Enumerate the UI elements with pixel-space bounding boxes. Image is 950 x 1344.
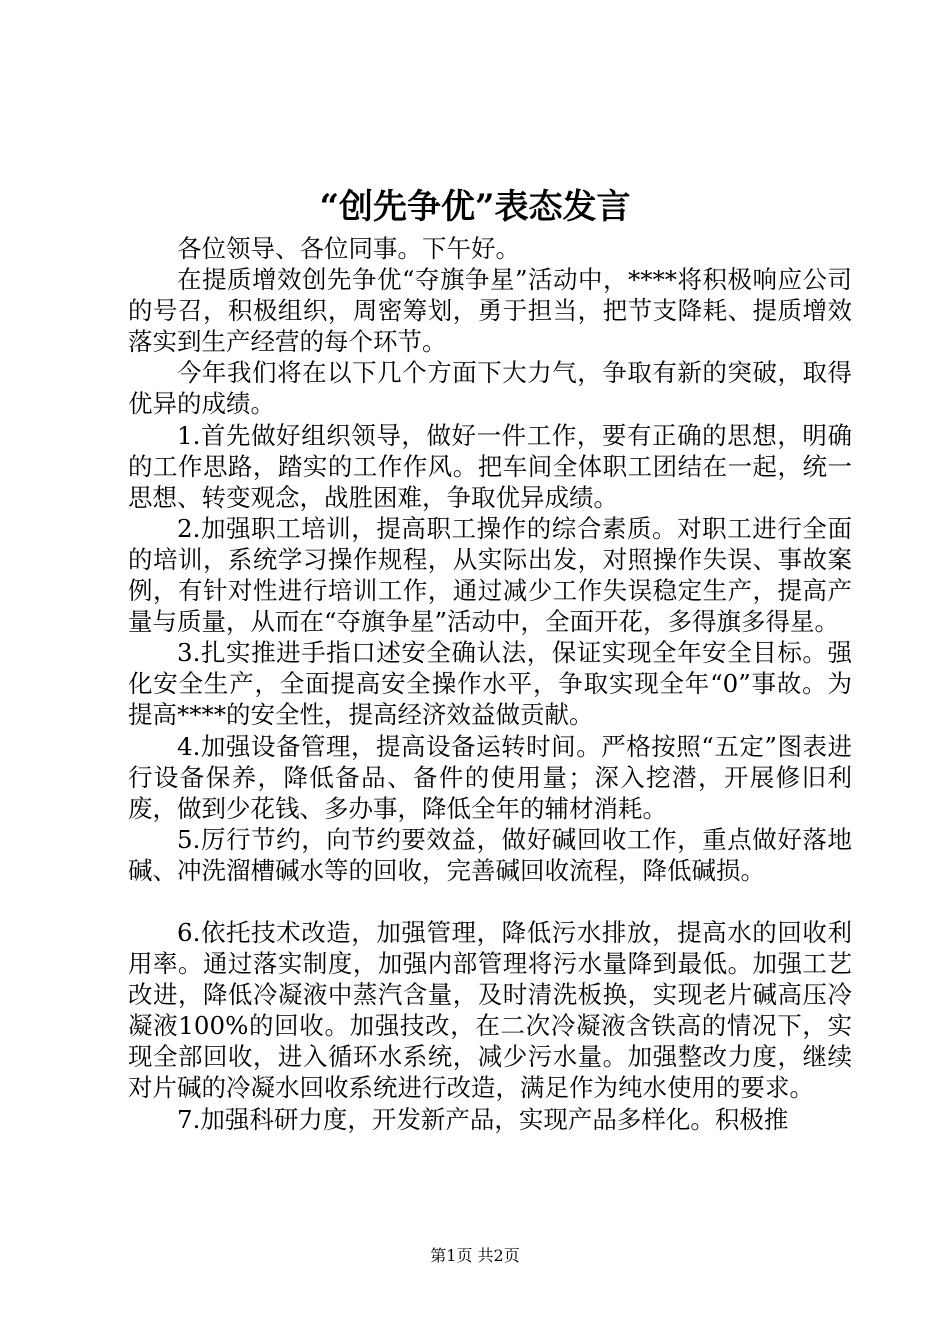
document-body <box>128 233 852 1135</box>
goal-paragraph: 今年我们将在以下几个方面下大力气，争取有新的突破，取得优异的成绩。 <box>128 358 852 419</box>
item-3-paragraph: 3.扎实推进手指口述安全确认法，保证实现全年安全目标。强化安全生产，全面提高安全操作水平，争取实现全年“0”事故。为提高****的安全性，提高经济效益做贡献。 <box>128 638 852 730</box>
intro-paragraph: 在提质增效创先争优“夺旗争星”活动中，****将积极响应公司的号召，积极组织，周密筹划，勇于担当，把节支降耗、提质增效落实到生产经营的每个环节。 <box>128 265 852 357</box>
document-title: “创先争优”表态发言 <box>319 187 631 227</box>
item-6-paragraph: 6.依托技术改造，加强管理，降低污水排放，提高水的回收利用率。通过落实制度，加强内部管理将污水量降到最低。加强工艺改进，降低冷凝液中蒸汽含量，及时清洗板换，实现老片碱高压冷凝液100%的回收。加强技改，在二次冷凝液含铁高的情况下，实现全部回收，进入循环水系统，减少污水量。加强整改力度，继续对片碱的冷凝水回收系统进行改造，满足作为纯水使用的要求。 <box>128 917 852 1103</box>
greeting-paragraph: 各位领导、各位同事。下午好。 <box>177 234 520 263</box>
item-7-paragraph: 7.加强科研力度，开发新产品，实现产品多样化。积极推 <box>177 1104 789 1134</box>
item-1-paragraph: 1.首先做好组织领导，做好一件工作，要有正确的思想，明确的工作思路，踏实的工作作风。把车间全体职工团结在一起，统一思想、转变观念，战胜困难，争取优异成绩。 <box>128 420 852 512</box>
item-5-paragraph: 5.厉行节约，向节约要效益，做好碱回收工作，重点做好落地碱、冲洗溜槽碱水等的回收，完善碱回收流程，降低碱损。 <box>128 824 852 885</box>
page-number-footer: 第1页 共2页 <box>430 1246 520 1265</box>
item-4-paragraph: 4.加强设备管理，提高设备运转时间。严格按照“五定”图表进行设备保养，降低备品、备件的使用量；深入挖潜，开展修旧利废，做到少花钱、多办事，降低全年的辅材消耗。 <box>128 731 852 823</box>
item-2-paragraph: 2.加强职工培训，提高职工操作的综合素质。对职工进行全面的培训，系统学习操作规程，从实际出发，对照操作失误、事故案例，有针对性进行培训工作，通过减少工作失误稳定生产，提高产量与质量，从而在“夺旗争星”活动中，全面开花，多得旗多得星。 <box>128 513 852 637</box>
